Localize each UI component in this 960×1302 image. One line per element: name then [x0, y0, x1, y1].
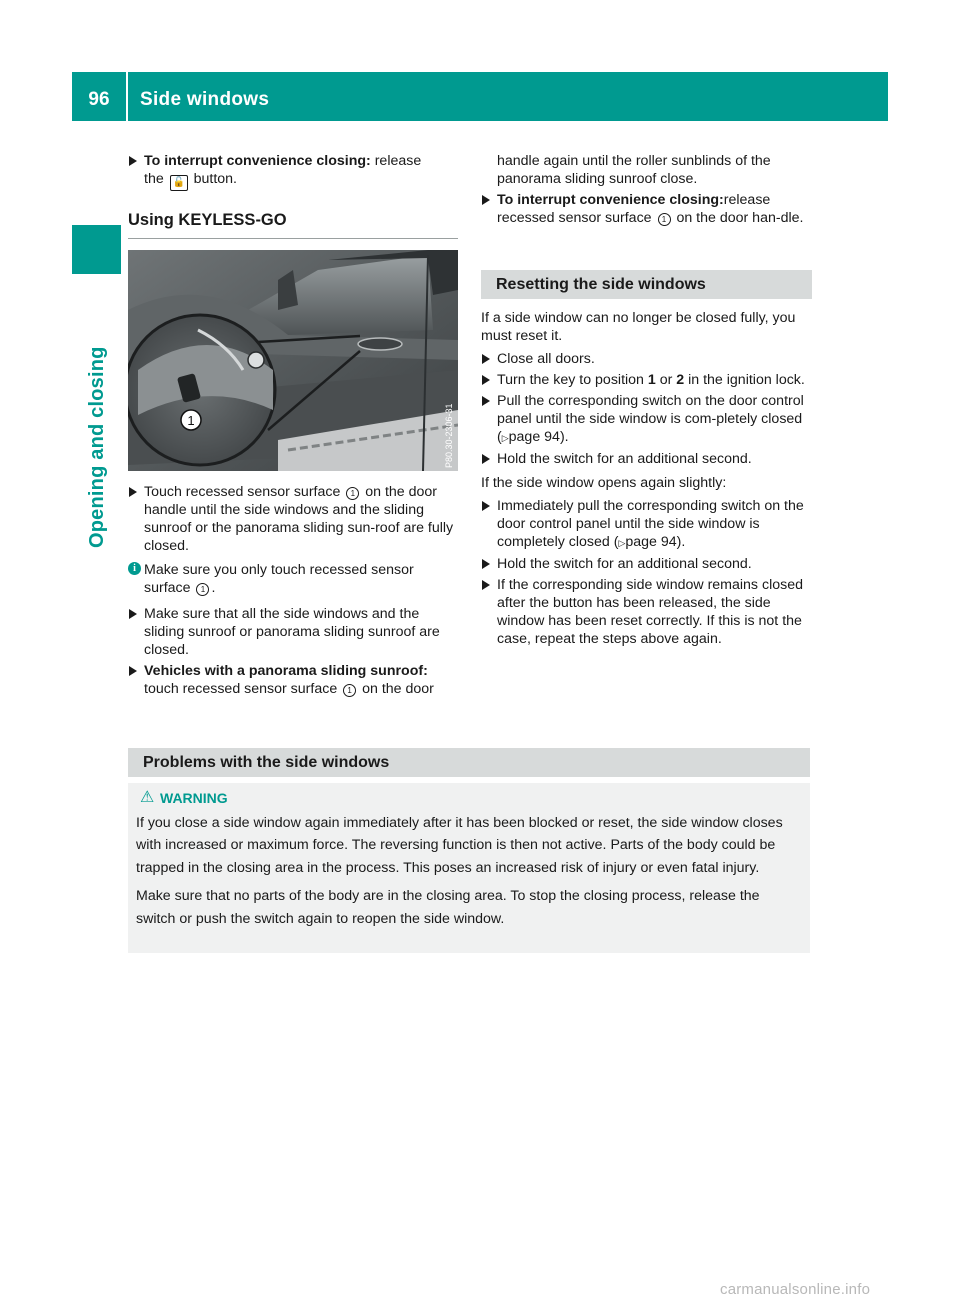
- step-text: Touch recessed sensor surface: [144, 484, 345, 500]
- step-text: on the door han-dle.: [672, 210, 804, 226]
- step-close-doors: [481, 350, 812, 368]
- page-number: 96: [88, 89, 110, 110]
- section-heading-keyless-go: Using KEYLESS-GO: [128, 211, 458, 239]
- step-arrow-icon: [129, 487, 137, 497]
- warning-triangle-icon: ⚠: [140, 789, 155, 806]
- warning-label: WARNING: [160, 790, 228, 806]
- step-turn-key: [481, 371, 812, 389]
- step-text: Make sure that all the side windows and the sliding sunroof or panorama sliding sunroof are closed.: [144, 606, 440, 658]
- section-heading-problems: Problems with the side windows: [128, 748, 810, 777]
- side-tab-label: Opening and closing: [86, 346, 108, 548]
- step-text: Hold the switch for an additional second.: [497, 556, 752, 572]
- continued-text: handle again until the roller sunblinds of the panorama sliding sunroof close.: [497, 153, 771, 187]
- reset-intro: If a side window can no longer be closed fully, you must reset it.: [481, 310, 796, 344]
- step-text: Close all doors.: [497, 351, 595, 367]
- page-title: Side windows: [140, 89, 270, 110]
- step-text: or: [655, 372, 677, 388]
- step-pull-switch: [481, 392, 812, 447]
- step-arrow-icon: [129, 156, 137, 166]
- step-hold-switch: [481, 450, 812, 468]
- step-if-remains: [481, 576, 812, 648]
- key-position: 2: [676, 372, 685, 388]
- info-icon: i: [128, 562, 141, 575]
- page-header: [72, 72, 888, 121]
- step-text: button.: [189, 171, 238, 187]
- step-text: touch recessed sensor surface: [144, 681, 342, 697]
- step-arrow-icon: [482, 454, 490, 464]
- step-text: Hold the switch for an additional second.: [497, 451, 752, 467]
- step-text: Turn the key to position: [497, 372, 648, 388]
- info-note: [128, 561, 458, 597]
- step-arrow-icon: [482, 195, 490, 205]
- step-text: If the corresponding side window remains closed after the button has been released, the side window has been reset correctly. If this is not the case, repeat the steps above again.: [497, 577, 803, 647]
- left-column: [128, 152, 458, 701]
- key-position: 1: [647, 372, 656, 388]
- step-text: on the door: [358, 681, 434, 697]
- step-arrow-icon: [482, 396, 490, 406]
- page-ref-icon: ▷: [618, 538, 626, 548]
- section-heading-resetting: Resetting the side windows: [481, 270, 812, 299]
- step-hold-switch-2: [481, 555, 812, 573]
- warning-paragraph-1: If you close a side window again immediately after it has been blocked or reset, the side window closes with increased or maximum force. The reversing function is then not active. Parts of the body could be trapped in the closing area in the process. This poses an increased risk of injury or even fatal injury.: [136, 814, 783, 876]
- step-arrow-icon: [129, 609, 137, 619]
- callout-1-icon: 1: [658, 213, 671, 226]
- page-link[interactable]: page 94).: [625, 534, 686, 550]
- step-arrow-icon: [129, 666, 137, 676]
- step-immediately-pull: [481, 497, 812, 552]
- step-text: Immediately pull the corresponding switch on the door control panel until the side window is completely closed (: [497, 498, 804, 550]
- info-text: .: [211, 580, 216, 596]
- page-ref-icon: ▷: [501, 433, 509, 443]
- opens-again-text: If the side window opens again slightly:: [481, 475, 727, 491]
- step-interrupt-sensor: [481, 191, 812, 227]
- door-handle-photo: [128, 250, 458, 471]
- step-arrow-icon: [482, 354, 490, 364]
- step-touch-sensor: [128, 483, 458, 555]
- watermark: carmanualsonline.info: [720, 1281, 871, 1298]
- info-text: Make sure you only touch recessed sensor surface: [144, 562, 414, 596]
- step-arrow-icon: [482, 375, 490, 385]
- step-arrow-icon: [482, 580, 490, 590]
- warning-paragraph-2: Make sure that no parts of the body are in the closing area. To stop the closing process, release the switch or push the switch again to reopen the side window.: [136, 888, 760, 927]
- step-text: release recessed sensor surface: [497, 192, 771, 226]
- right-column: [481, 152, 812, 651]
- step-arrow-icon: [482, 559, 490, 569]
- step-bold-label: To interrupt convenience closing:: [497, 192, 724, 208]
- step-arrow-icon: [482, 501, 490, 511]
- step-text: in the ignition lock.: [684, 372, 805, 388]
- warning-title: [140, 787, 802, 810]
- step-panorama-sunroof: [128, 662, 458, 698]
- step-text: Pull the corresponding switch on the door control panel until the side window is com-pletely closed (: [497, 393, 804, 445]
- warning-box: [128, 783, 810, 953]
- step-bold-label: To interrupt convenience closing:: [144, 153, 371, 169]
- step-make-sure-closed: [128, 605, 458, 659]
- callout-1-icon: 1: [196, 583, 209, 596]
- figure-callout-1: 1: [187, 413, 195, 428]
- lock-icon: 🔓: [170, 175, 188, 191]
- figure-code: P80.30-2306-31: [444, 403, 454, 468]
- callout-1-icon: 1: [343, 684, 356, 697]
- callout-1-icon: 1: [346, 487, 359, 500]
- header-divider: [126, 72, 128, 121]
- step-text: on the door handle until the side windows and the sliding sunroof or the panorama sliding sun-roof are fully closed.: [144, 484, 454, 554]
- side-tab-marker: [72, 225, 121, 274]
- page-link[interactable]: page 94).: [508, 429, 569, 445]
- step-interrupt-lock: [128, 152, 458, 191]
- step-text: release: [370, 153, 422, 169]
- step-text: the: [144, 171, 168, 187]
- step-bold-label: Vehicles with a panorama sliding sunroof:: [144, 663, 428, 679]
